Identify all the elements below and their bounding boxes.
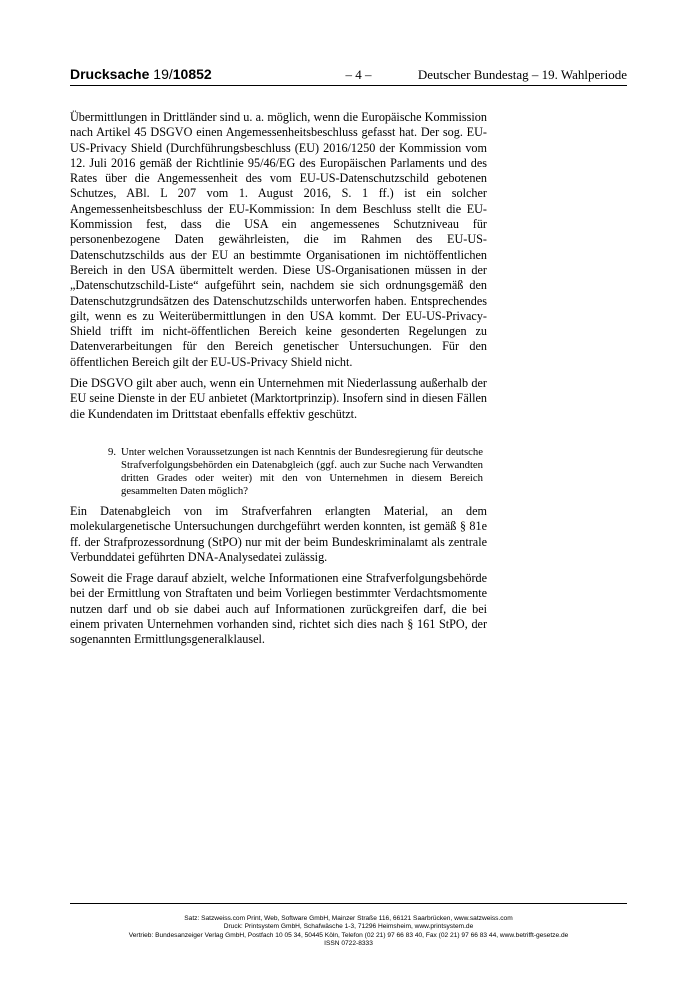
paragraph: Übermittlungen in Drittländer sind u. a. möglich, wenn die Europäische Kommission nach Artikel 45 DSGVO einen Angemessenheitsbeschluss gefasst hat. Der sog. EU-US-Privacy Shield (Durchführungsbeschluss (EU) 2016/1250 der Kommission vom 12. Juli 2016 gemäß der Richtlinie 95/46/EG des Europäischen Parlaments und des Rates über die Angemessenheit des vom EU-US-Datenschutzschild gebotenen Schutzes, ABl. L 207 vom 1. August 2016, S. 1 ff.) ist ein solcher Angemessenheitsbeschluss der EU-Kommission: In dem Beschluss stellt die EU-Kommission fest, dass die USA ein angemessenes Schutzniveau für personenbezogene Daten gewährleisten, die im Rahmen des EU-US-Datenschutzschilds aus der EU an bestimmte Organisationen im nichtöffentlichen Bereich in den USA übermittelt werden. Diese US-Organisationen müssen in der „Datenschutzschild-Liste“ aufgeführt sein, nachdem sie sich ordnungsgemäß den Datenschutzgrundsätzen des Datenschutzschilds unterworfen haben. Entsprechendes gilt, wenn es zu Weiterübermittlungen in den USA kommt. Der EU-US-Privacy-Shield trifft im nicht-öffentlichen Bereich keine gesonderten Regelungen zu Datenverarbeitungen für den Bereich genetischer Untersuchungen. Für den öffentlichen Bereich gilt der EU-US-Privacy Shield nicht. [70, 110, 487, 369]
footer-line-typesetting: Satz: Satzweiss.com Print, Web, Software GmbH, Mainzer Straße 116, 66121 Saarbrücken, www.satzweiss.com [184, 915, 513, 922]
answer-paragraph: Ein Datenabgleich von im Strafverfahren erlangten Material, an dem molekulargenetische Untersuchungen durchgeführt werden konnten, ist gemäß § 81e ff. der Strafprozessordnung (StPO) nur mit der beim Bundeskriminalamt als zentrale Verbunddatei geführten DNA-Analysedatei zulässig. [70, 503, 487, 564]
footer-line-issn: ISSN 0722-8333 [324, 940, 373, 948]
document-prefix: 19/ [153, 66, 173, 82]
answer-paragraph: Soweit die Frage darauf abzielt, welche Informationen eine Strafverfolgungsbehörde bei der Ermittlung von Straftaten und beim Vorliegen bestimmter Verdachtsmomente nutzen darf und ob sie dabei auch auf Informationen zurückgreifen darf, die bei einem privaten Unternehmen vorhanden sind, richtet sich dies nach § 161 StPO, der sogenannten Ermittlungsgeneralklausel. [70, 571, 487, 647]
footer-rule [70, 903, 627, 904]
question-number: 9. [108, 445, 117, 458]
footer-line-distribution: Vertrieb: Bundesanzeiger Verlag GmbH, Postfach 10 05 34, 50445 Köln, Telefon (02 21) 97 66 83 40, Fax (02 21) 97 66 83 44, www.betrifft-gesetze.de [128, 931, 569, 939]
page-footer [70, 915, 627, 949]
header-rule [70, 85, 627, 86]
page-header [70, 66, 627, 84]
question-block [70, 446, 487, 498]
paragraph: Die DSGVO gilt aber auch, wenn ein Unternehmen mit Niederlassung außerhalb der EU seine Dienste in der EU anbietet (Marktortprinzip). Insofern sind in diesen Fällen die Kundendaten im Drittstaat ebenfalls effektiv geschützt. [70, 376, 487, 421]
footer-line-printing: Druck: Printsystem GmbH, Schafwäsche 1-3, 71296 Heimsheim, www.printsystem.de [223, 923, 474, 931]
document-label: Drucksache [70, 66, 150, 82]
publisher: Deutscher Bundestag – 19. Wahlperiode [417, 67, 627, 82]
page-indicator: – 4 – [345, 67, 372, 82]
main-content [70, 110, 487, 654]
question-text: Unter welchen Voraussetzungen ist nach Kenntnis der Bundesregierung für deutsche Strafverfolgungsbehörden ein Datenabgleich (ggf. auch zur Suche nach Verwandten dritten Grades oder weiter) mit den von Unternehmen in diesem Bereich gesammelten Daten möglich? [121, 445, 483, 497]
document-id: 10852 [172, 66, 212, 82]
